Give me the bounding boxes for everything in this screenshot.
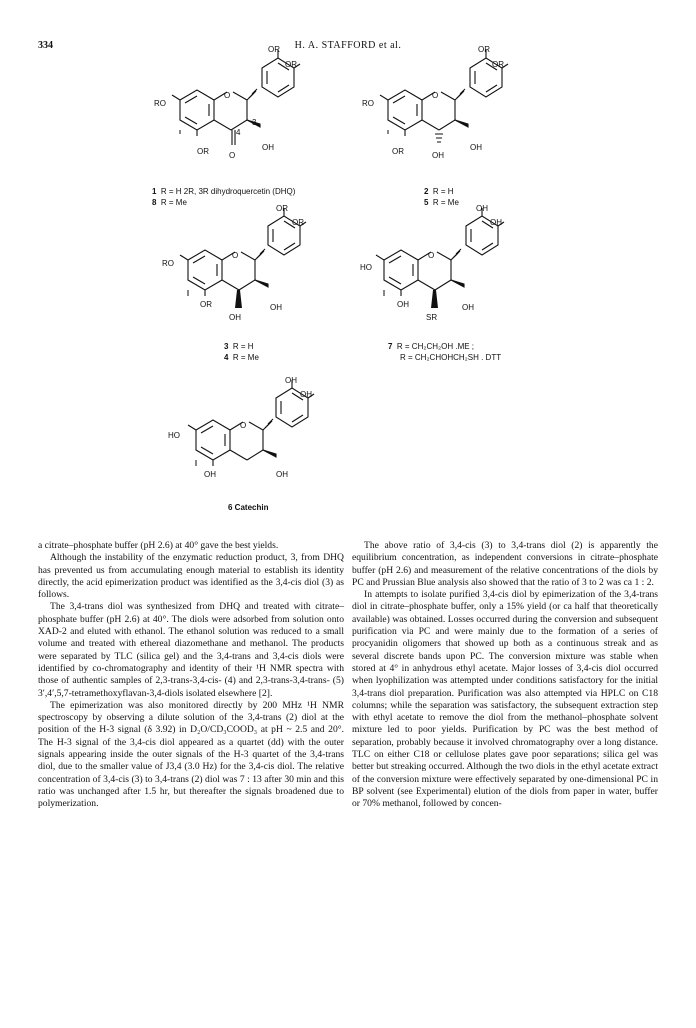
structure-6-catechin — [168, 376, 314, 479]
atom-label: O — [432, 91, 439, 100]
atom-label: OR — [285, 60, 297, 69]
paragraph: The 3,4-trans diol was synthesized from DHQ and treated with citrate–phosphate buffer (pH 2.6) at 40°. The diols were adsorbed from solution onto XAD-2 and eluted with ethanol. The ethanol solution was reduced to a small volume and treated with ethereal diazomethane and methanol. The products were separated by TLC (silica gel) and the 3,4-trans and 3,4-cis diols were identified by co-chromatography and identity of their ¹H NMR spectra with those of authentic samples of 2,3-trans-3,4-cis- (4) and 2,3-trans-3,4-trans- (5) 3′,4′,5,7-tetramethoxyflavan-3,4-diols isolated elsewhere [2]. — [38, 601, 344, 699]
atom-label: OH — [432, 151, 444, 160]
atom-label: RO — [154, 99, 166, 108]
left-column — [38, 540, 344, 811]
paragraph: Although the instability of the enzymatic reduction product, 3, from DHQ has prevented us from accumulating enough material to establish its identity directly, the acid epimerization product was identified as the 3,4-cis diol (3) as follows. — [38, 552, 344, 601]
paragraph: The epimerization was also monitored directly by 200 MHz ¹H NMR spectroscopy by observing a dilute solution of the 3,4-trans (2) diol at the position of the H-3 signal (δ 3.92) in D₂O/CD₃COOD₃ at pH ~ 2.5 and 20°. The H-3 signal of the 3,4-cis diol appeared as a quartet (dd) with the outer signals appearing inside the outer signals of the H-3 quartet of the 3,4-trans diol, due to the smaller value of J3,4 (3.0 Hz) for the 3,4-cis diol. The relative concentration of 3,4-cis (3) to 3,4-trans (2) diol was 7 : 13 after 30 min and this ratio was unchanged after 1.5 hr, but thereafter the signals broadened due to polymerization. — [38, 699, 344, 810]
atom-label: OR — [392, 147, 404, 156]
atom-label: HO — [360, 263, 372, 272]
atom-label: OH — [270, 303, 282, 312]
atom-label: OR — [292, 218, 304, 227]
caption-structure-6: 6 Catechin — [228, 503, 269, 512]
atom-label: OR — [276, 204, 288, 213]
running-head-authors: H. A. STAFFORD et al. — [294, 40, 402, 51]
paragraph: The above ratio of 3,4-cis (3) to 3,4-trans diol (2) is apparently the equilibrium concentration, as independent conversions in citrate–phosphate buffer (pH 2.6) and measurement of the relative concentrations of the diols by PC and Prussian Blue analysis also showed that the ratio of 3 to 2 was ca 1 : 2. — [352, 540, 658, 588]
paragraph: a citrate–phosphate buffer (pH 2.6) at 40° gave the best yields. — [38, 540, 279, 551]
right-column — [352, 540, 658, 811]
atom-label: O — [232, 251, 239, 260]
atom-label: OR — [200, 300, 212, 309]
atom-label: OH — [204, 470, 216, 479]
atom-label: OH — [397, 300, 409, 309]
atom-label: O — [428, 251, 435, 260]
caption-structure-1: 1 R = H 2R, 3R dihydroquercetin (DHQ) — [152, 187, 296, 196]
atom-label: OH — [490, 218, 502, 227]
caption-structure-4: 4 R = Me — [224, 353, 259, 362]
atom-label: RO — [162, 259, 174, 268]
atom-label: OR — [478, 45, 490, 54]
atom-label: O — [240, 421, 247, 430]
structure-7-thioether — [360, 204, 504, 322]
caption-structure-3: 3 R = H — [224, 342, 254, 351]
atom-label: O — [224, 91, 231, 100]
atom-label: OR — [197, 147, 209, 156]
atom-label: HO — [168, 431, 180, 440]
structure-1-dihydroquercetin — [154, 45, 300, 160]
atom-label: OH — [300, 390, 312, 399]
caption-structure-7: 7 R = CH₂CH₂OH .ME ; — [388, 342, 475, 351]
atom-label: OH — [262, 143, 274, 152]
structure-2-trans-diol — [362, 45, 508, 160]
atom-label: O — [229, 151, 236, 160]
atom-label: 4 — [236, 128, 241, 137]
atom-label: OH — [276, 470, 288, 479]
atom-label: RO — [362, 99, 374, 108]
atom-label: OR — [268, 45, 280, 54]
atom-label: OH — [462, 303, 474, 312]
page-number: 334 — [38, 40, 53, 51]
atom-label: OH — [229, 313, 241, 322]
atom-label: OH — [285, 376, 297, 385]
caption-structure-5: 5 R = Me — [424, 198, 459, 207]
atom-label: OH — [470, 143, 482, 152]
paragraph: In attempts to isolate purified 3,4-cis diol by epimerization of the 3,4-trans diol in citrate–phosphate buffer, only a 15% yield (or ca half that theoretically available) was obtained. Losses occurred during the conversion and subsequent purification via PC and were mainly due to the formation of a series of procyanidin oligomers that showed up both as a continuous streak and as several discrete bands upon PC. The conversion mixture was stable when stored at 4° in anhydrous ethyl acetate. Major losses of 3,4-cis diol occurred when lyophilization was attempted under conditions satisfactory for the initial 3,4-trans diol preparation. Purification was also attempted via HPLC on C18 columns; while the separation was satisfactory, the subsequent extraction step with ethyl acetate to remove the diol from the methanol–phosphate solvent mixture led to poor yields. Purification by PC was the best method of separation, probably because it involved chromatography over a long distance. TLC on either C18 or cellulose plates gave poor separations; silica gel was better but streaking occurred. Although the two diols in the ethyl acetate extract of the conversion mixture were effectively separated by one-dimensional PC in BP solvent (see Experimental) elution of the diols from paper in water, buffer or 70% methanol, followed by concen- — [352, 589, 658, 810]
atom-label: OH — [476, 204, 488, 213]
caption-structure-8: 8 R = Me — [152, 198, 187, 207]
structure-3-cis-diol — [162, 204, 306, 322]
atom-label: OR — [492, 60, 504, 69]
atom-label: 3 — [252, 118, 257, 127]
caption-structure-2: 2 R = H — [424, 187, 454, 196]
atom-label: SR — [426, 313, 438, 322]
caption-structure-7-dtt: R = CH₂CHOHCH₂SH . DTT — [400, 353, 502, 362]
